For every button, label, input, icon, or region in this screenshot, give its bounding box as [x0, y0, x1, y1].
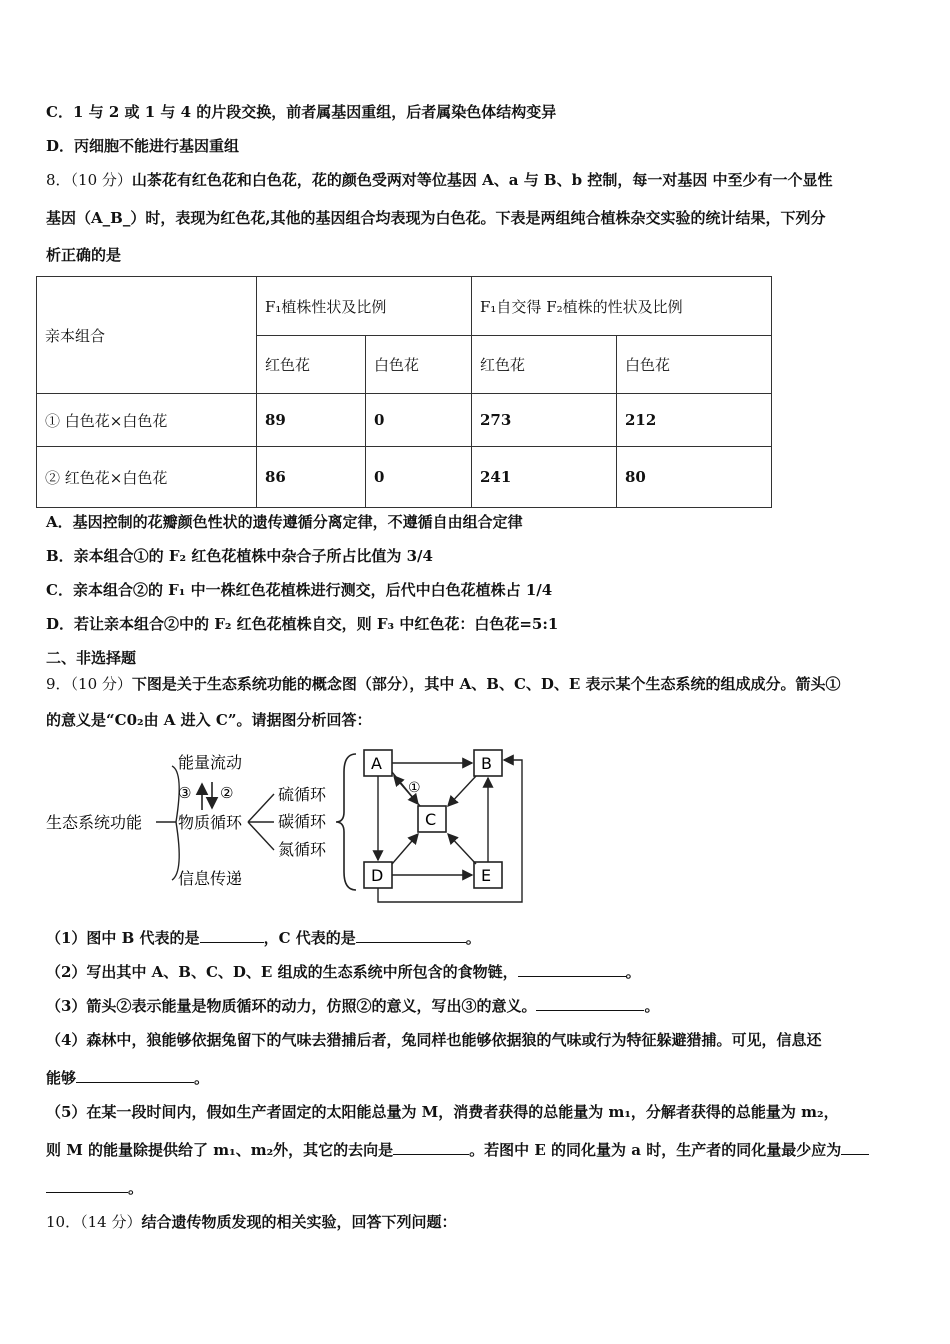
q8-option-b: B．亲本组合①的 F₂ 红色花植株中杂合子所占比值为 3/4 [46, 547, 433, 565]
carbon-cycle-label: 碳循环 [278, 812, 327, 831]
box-b-label: B [481, 754, 492, 773]
q9-sub5-text-b: 。若图中 E 的同化量为 a 时，生产者的同化量最少应为 [469, 1141, 842, 1159]
q9-sub4-text-a: 能够 [46, 1069, 77, 1087]
energy-flow-label: 能量流动 [178, 753, 243, 772]
arrow1-label: ① [408, 780, 421, 796]
table-row [37, 394, 772, 447]
subheader-f1-red: 红色花 [257, 336, 366, 394]
arrow-d-to-c [392, 834, 418, 864]
answer-blank[interactable] [393, 1140, 469, 1155]
q8-stem-line2: 基因（A_B_）时，表现为红色花,其他的基因组合均表现为白色花。下表是两组纯合植株杂交实验的统计结果，下列分 [46, 209, 826, 227]
q9-sub5-line3 [46, 1178, 906, 1198]
q8-data-table [36, 276, 772, 508]
material-cycle-label: 物质循环 [178, 813, 243, 832]
q9-sub4-text-b: 。 [194, 1069, 210, 1087]
cell-f1-red: 89 [257, 394, 366, 447]
answer-blank[interactable] [518, 962, 626, 977]
box-a-label: A [371, 754, 382, 773]
row-label: ① 白色花×白色花 [37, 394, 257, 447]
q9-number: 9．（10 分） [46, 675, 132, 693]
cell-f2-white: 212 [617, 394, 772, 447]
q9-sub3-text-b: 。 [644, 997, 660, 1015]
q9-sub5-text-a: 则 M 的能量除提供给了 m₁、m₂外，其它的去向是 [46, 1141, 394, 1159]
subheader-f1-white: 白色花 [366, 336, 472, 394]
subheader-f2-white: 白色花 [617, 336, 772, 394]
answer-blank[interactable] [536, 996, 644, 1011]
q9-sub4-line1: （4）森林中，狼能够依据兔留下的气味去猎捕后者，兔同样也能够依据狼的气味或行为特征躲避猎捕。可见，信息还 [46, 1031, 822, 1049]
q8-stem-line1 [46, 170, 906, 190]
diagram-root-label: 生态系统功能 [46, 813, 143, 832]
q9-sub2-text-a: （2）写出其中 A、B、C、D、E 组成的生态系统中所包含的食物链， [46, 963, 518, 981]
q9-sub1-text-c: 。 [465, 929, 481, 947]
q8-option-a: A．基因控制的花瓣颜色性状的遗传遵循分离定律，不遵循自由组合定律 [46, 513, 523, 531]
option-c-prev: C．1 与 2 或 1 与 4 的片段交换，前者属基因重组，后者属染色体结构变异 [46, 103, 557, 121]
arrow3-label: ③ [178, 784, 192, 802]
info-transfer-label: 信息传递 [178, 869, 243, 888]
cell-f1-white: 0 [366, 394, 472, 447]
branch-line [248, 794, 274, 822]
answer-blank[interactable] [76, 1068, 194, 1083]
q9-stem-line2: 的意义是“C0₂由 A 进入 C”。请据图分析回答： [46, 711, 372, 729]
q9-sub1-text-a: （1）图中 B 代表的是 [46, 929, 200, 947]
answer-blank[interactable] [841, 1140, 869, 1155]
q10-number: 10．（14 分） [46, 1213, 142, 1231]
subheader-f2-red: 红色花 [472, 336, 617, 394]
q9-sub4-line2 [46, 1068, 906, 1088]
q8-stem-line3: 析正确的是 [46, 246, 122, 264]
answer-blank[interactable] [200, 928, 264, 943]
cell-f2-red: 241 [472, 447, 617, 508]
q9-sub1 [46, 928, 906, 948]
cell-f1-white: 0 [366, 447, 472, 508]
header-f2: F₁自交得 F₂植株的性状及比例 [472, 277, 772, 336]
q10-stem-text: 结合遗传物质发现的相关实验，回答下列问题： [141, 1213, 457, 1231]
section-heading: 二、非选择题 [46, 649, 137, 667]
q9-sub2 [46, 962, 906, 982]
arrow-b-to-c [448, 776, 476, 806]
q9-sub5-line1: （5）在某一段时间内，假如生产者固定的太阳能总量为 M，消费者获得的总能量为 m₁，分解者获得的总能量为 m₂， [46, 1103, 839, 1121]
q9-sub5-text-c: 。 [128, 1179, 144, 1197]
header-parent-combo: 亲本组合 [37, 277, 257, 394]
q9-stem-line1 [46, 674, 906, 694]
q9-sub3 [46, 996, 906, 1016]
q8-option-c: C．亲本组合②的 F₁ 中一株红色花植株进行测交，后代中白色花植株占 1/4 [46, 581, 553, 599]
arrow2-label: ② [220, 784, 234, 802]
q8-number: 8．（10 分） [46, 171, 132, 189]
arrow-e-to-c [448, 834, 476, 864]
row-label: ② 红色花×白色花 [37, 447, 257, 508]
box-e-label: E [481, 866, 492, 885]
answer-blank[interactable] [46, 1178, 128, 1193]
q9-stem-text1: 下图是关于生态系统功能的概念图（部分），其中 A、B、C、D、E 表示某个生态系统的组成成分。箭头① [131, 675, 841, 693]
option-d-prev: D．丙细胞不能进行基因重组 [46, 137, 240, 155]
table-row [37, 447, 772, 508]
q8-option-d: D．若让亲本组合②中的 F₂ 红色花植株自交，则 F₃ 中红色花：白色花=5:1 [46, 615, 559, 633]
answer-blank[interactable] [356, 928, 466, 943]
cell-f1-red: 86 [257, 447, 366, 508]
cell-f2-red: 273 [472, 394, 617, 447]
q8-stem-text1: 山茶花有红色花和白色花，花的颜色受两对等位基因 A、a 与 B、b 控制，每一对基因 中至少有一个显性 [131, 171, 833, 189]
box-c-label: C [425, 810, 437, 829]
cell-f2-white: 80 [617, 447, 772, 508]
q10-stem [46, 1212, 906, 1232]
q9-sub5-line2 [46, 1140, 906, 1160]
box-d-label: D [371, 866, 384, 885]
sulfur-cycle-label: 硫循环 [278, 785, 327, 804]
header-f1: F₁植株性状及比例 [257, 277, 472, 336]
q9-sub2-text-b: 。 [625, 963, 641, 981]
right-brace [336, 754, 356, 890]
branch-line [248, 822, 274, 850]
nitrogen-cycle-label: 氮循环 [278, 840, 327, 859]
ecosystem-concept-diagram [44, 742, 544, 910]
q9-sub1-text-b: ，C 代表的是 [263, 929, 356, 947]
q9-sub3-text-a: （3）箭头②表示能量是物质循环的动力，仿照②的意义，写出③的意义。 [46, 997, 537, 1015]
